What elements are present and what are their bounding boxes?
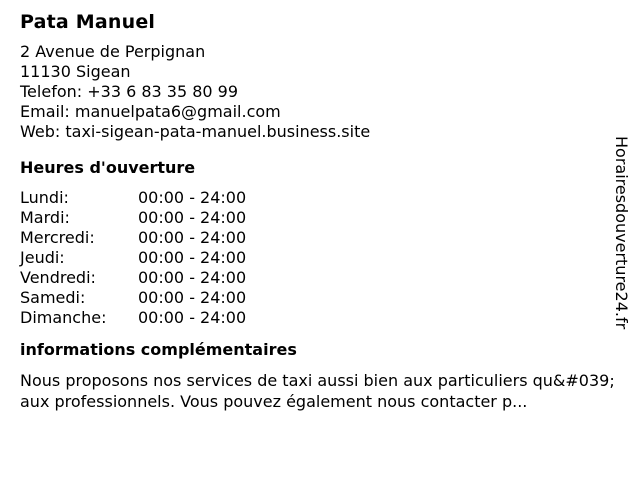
hours-heading: Heures d'ouverture: [20, 158, 196, 177]
hours-day-label: Vendredi:: [20, 268, 96, 287]
hours-day-label: Mercredi:: [20, 228, 95, 247]
info-heading: informations complémentaires: [20, 340, 297, 359]
address-block: [20, 42, 610, 142]
hours-row-thursday: [20, 248, 610, 268]
hours-time: 00:00 - 24:00: [138, 208, 247, 227]
web-line: Web: taxi-sigean-pata-manuel.business.site: [20, 122, 371, 141]
hours-day-label: Dimanche:: [20, 308, 107, 327]
address-street: 2 Avenue de Perpignan: [20, 42, 206, 61]
hours-time: 00:00 - 24:00: [138, 308, 247, 327]
hours-day-label: Samedi:: [20, 288, 86, 307]
hours-row-saturday: [20, 288, 610, 308]
business-name: Pata Manuel: [20, 11, 156, 33]
hours-table: [20, 188, 610, 328]
phone-line: Telefon: +33 6 83 35 80 99: [20, 82, 239, 101]
info-description: Nous proposons nos services de taxi aussi bien aux particuliers qu&#039;aux professionnels. Vous pouvez également nous contacter p...: [20, 371, 615, 411]
business-card: [20, 10, 615, 412]
hours-time: 00:00 - 24:00: [138, 228, 247, 247]
site-watermark: Horairesdouverture24.fr: [612, 136, 631, 330]
hours-time: 00:00 - 24:00: [138, 188, 247, 207]
hours-time: 00:00 - 24:00: [138, 268, 247, 287]
hours-time: 00:00 - 24:00: [138, 288, 247, 307]
address-city: 11130 Sigean: [20, 62, 131, 81]
hours-row-friday: [20, 268, 610, 288]
hours-row-monday: [20, 188, 610, 208]
hours-time: 00:00 - 24:00: [138, 248, 247, 267]
hours-day-label: Lundi:: [20, 188, 69, 207]
hours-day-label: Mardi:: [20, 208, 70, 227]
hours-day-label: Jeudi:: [20, 248, 65, 267]
hours-row-wednesday: [20, 228, 610, 248]
hours-row-tuesday: [20, 208, 610, 228]
hours-row-sunday: [20, 308, 610, 328]
email-line: Email: manuelpata6@gmail.com: [20, 102, 281, 121]
